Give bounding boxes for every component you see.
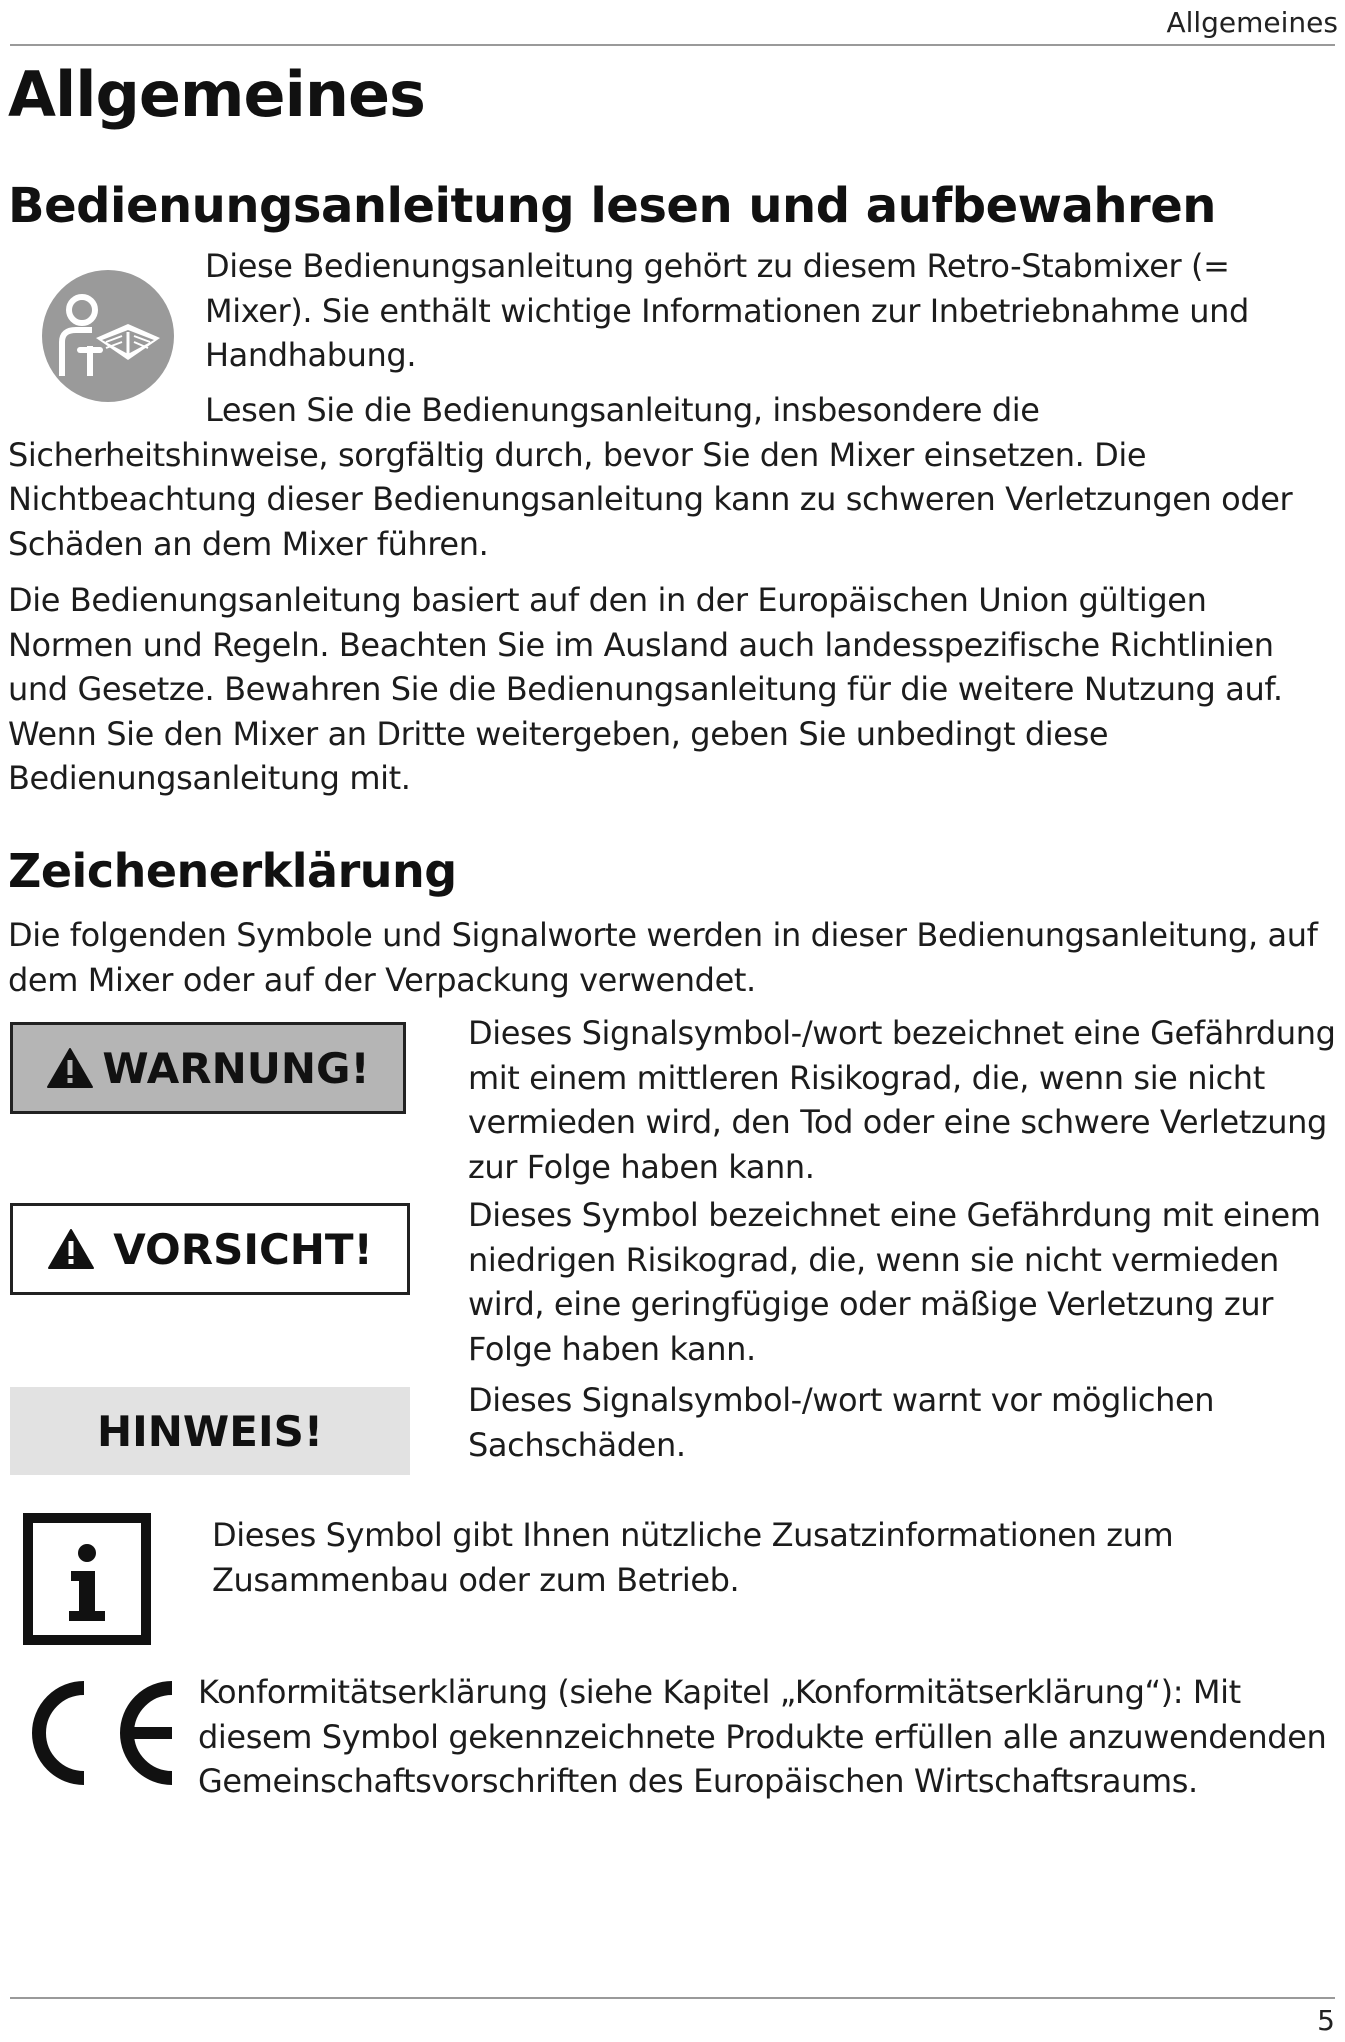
footer-rule [10, 1997, 1335, 1999]
warning-triangle-icon [46, 1047, 94, 1089]
section-heading-read-manual: Bedienungsanleitung lesen und aufbewahren [8, 178, 1216, 234]
section-heading-symbols: Zeichenerklärung [8, 844, 457, 898]
read-manual-icon [40, 268, 176, 404]
ce-description: Konformitätserklärung (siehe Kapitel „Konformitätserklärung“): Mit diesem Symbol gekennzeichnete Produkte erfüllen alle anzuwendenden Gemeinschaftsvorschriften des Europäischen Wirtschaftsraums. [198, 1673, 1327, 1801]
warning-description: Dieses Signalsymbol-/wort bezeichnet eine Gefährdung mit einem mittleren Risikograd, die, wenn sie nicht vermieden wird, den Tod oder eine schwere Verletzung zur Folge haben kann. [468, 1014, 1336, 1186]
notice-signal-box [10, 1387, 410, 1475]
warning-signal-box [10, 1022, 406, 1114]
notice-description: Dieses Signalsymbol-/wort warnt vor möglichen Sachschäden. [468, 1381, 1215, 1464]
ce-mark-icon [26, 1678, 182, 1788]
basis-paragraph: Die Bedienungsanleitung basiert auf den in der Europäischen Union gültigen Normen und Regeln. Beachten Sie im Ausland auch landesspezifische Richtlinien und Gesetze. Bewahren Sie die Bedienungsanleitung für die weitere Nutzung auf. Wenn Sie den Mixer an Dritte weitergeben, geben Sie unbedingt diese Bedienungsanleitung mit. [8, 581, 1283, 798]
page-number: 5 [1317, 2004, 1335, 2037]
info-icon [23, 1513, 151, 1645]
page-title: Allgemeines [8, 58, 425, 131]
read-carefully-paragraph: Lesen Sie die Bedienungsanleitung, insbesondere die Sicherheitshinweise, sorgfältig durch, bevor Sie den Mixer einsetzen. Die Nichtbeachtung dieser Bedienungsanleitung kann zu schweren Verletzungen oder Schäden an dem Mixer führen. [8, 391, 1293, 563]
warning-label: WARNUNG! [102, 1043, 370, 1093]
intro-paragraph: Diese Bedienungsanleitung gehört zu diesem Retro-Stabmixer (= Mixer). Sie enthält wichtige Informationen zur Inbetriebnahme und Handhabung. [205, 247, 1249, 375]
running-header: Allgemeines [1166, 6, 1338, 39]
warning-triangle-icon [47, 1228, 95, 1270]
caution-label: VORSICHT! [113, 1224, 373, 1274]
caution-description: Dieses Symbol bezeichnet eine Gefährdung mit einem niedrigen Risikograd, die, wenn sie nicht vermieden wird, eine geringfügige oder mäßige Verletzung zur Folge haben kann. [468, 1196, 1321, 1368]
info-description: Dieses Symbol gibt Ihnen nützliche Zusatzinformationen zum Zusammenbau oder zum Betrieb. [212, 1516, 1174, 1599]
header-rule [10, 44, 1335, 46]
notice-label: HINWEIS! [97, 1406, 323, 1456]
legend-intro-paragraph: Die folgenden Symbole und Signalworte werden in dieser Bedienungsanleitung, auf dem Mixer oder auf der Verpackung verwendet. [8, 916, 1318, 999]
caution-signal-box [10, 1203, 410, 1295]
